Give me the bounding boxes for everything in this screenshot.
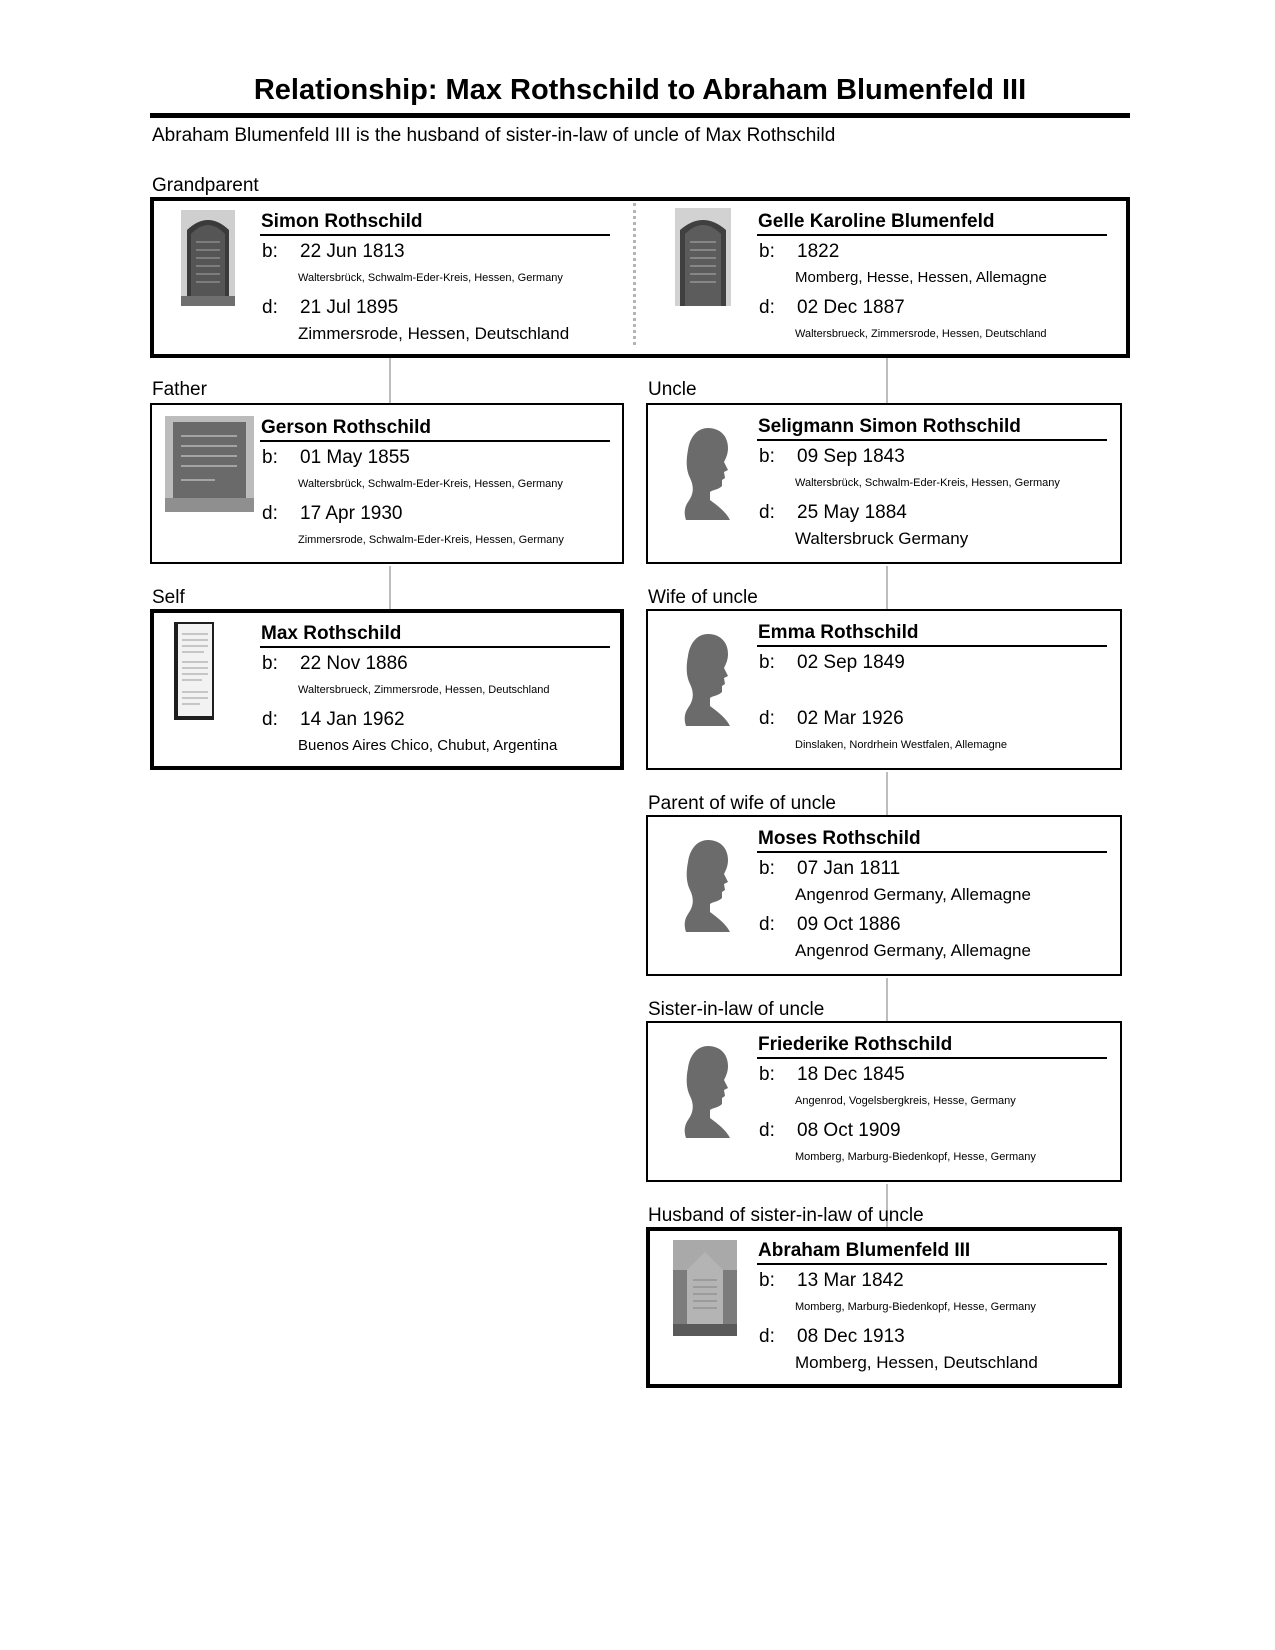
person-simon-rothschild[interactable] <box>260 210 610 348</box>
death-date: 09 Oct 1886 <box>797 914 901 935</box>
death-prefix: d: <box>262 709 278 730</box>
death-prefix: d: <box>759 1326 775 1347</box>
label-husband-of-sister-in-law-of-uncle: Husband of sister-in-law of uncle <box>648 1205 924 1226</box>
death-place: Buenos Aires Chico, Chubut, Argentina <box>298 737 558 754</box>
death-date: 08 Oct 1909 <box>797 1120 901 1141</box>
page-title: Relationship: Max Rothschild to Abraham Blumenfeld III <box>253 74 1027 106</box>
person-name: Seligmann Simon Rothschild <box>757 415 1107 441</box>
death-date: 08 Dec 1913 <box>797 1326 905 1347</box>
connector-line <box>886 356 888 404</box>
death-date: 02 Mar 1926 <box>797 708 904 729</box>
person-name: Gelle Karoline Blumenfeld <box>757 210 1107 236</box>
birth-place: Waltersbrück, Schwalm-Eder-Kreis, Hessen, Germany <box>795 477 1060 489</box>
birth-date: 07 Jan 1811 <box>797 858 901 879</box>
silhouette-placeholder-icon <box>678 1038 738 1138</box>
death-place: Zimmersrode, Schwalm-Eder-Kreis, Hessen, Germany <box>298 534 564 546</box>
person-name: Abraham Blumenfeld III <box>757 1239 1107 1265</box>
birth-place: Waltersbrück, Schwalm-Eder-Kreis, Hessen, Germany <box>298 478 563 490</box>
birth-prefix: b: <box>262 447 278 468</box>
birth-place: Momberg, Marburg-Biedenkopf, Hesse, Germany <box>795 1301 1036 1313</box>
birth-place: Angenrod, Vogelsbergkreis, Hesse, Germany <box>795 1095 1016 1107</box>
person-name: Simon Rothschild <box>260 210 610 236</box>
death-place: Dinslaken, Nordrhein Westfalen, Allemagne <box>795 739 1007 751</box>
connector-line <box>886 566 888 610</box>
person-name: Emma Rothschild <box>757 621 1107 647</box>
person-gerson-rothschild[interactable] <box>260 416 610 554</box>
birth-date: 18 Dec 1845 <box>797 1064 905 1085</box>
birth-date: 01 May 1855 <box>300 447 410 468</box>
birth-prefix: b: <box>759 652 775 673</box>
person-name: Moses Rothschild <box>757 827 1107 853</box>
person-moses-rothschild[interactable] <box>757 827 1107 965</box>
death-prefix: d: <box>759 914 775 935</box>
death-place: Angenrod Germany, Allemagne <box>795 941 1031 960</box>
relationship-summary: Abraham Blumenfeld III is the husband of sister-in-law of uncle of Max Rothschild <box>152 125 836 146</box>
birth-place <box>795 675 1107 703</box>
birth-prefix: b: <box>262 653 278 674</box>
connector-line <box>389 356 391 404</box>
gravestone-photo <box>181 210 235 306</box>
death-place: Waltersbruck Germany <box>795 529 969 548</box>
death-place: Momberg, Hessen, Deutschland <box>795 1353 1038 1372</box>
birth-date: 22 Jun 1813 <box>300 241 405 262</box>
label-grandparent: Grandparent <box>152 175 259 196</box>
death-date: 21 Jul 1895 <box>300 297 399 318</box>
silhouette-placeholder-icon <box>678 832 738 932</box>
death-date: 25 May 1884 <box>797 502 907 523</box>
connector-line <box>886 978 888 1022</box>
label-uncle: Uncle <box>648 379 697 400</box>
birth-prefix: b: <box>262 241 278 262</box>
connector-line <box>886 772 888 816</box>
death-date: 14 Jan 1962 <box>300 709 405 730</box>
death-prefix: d: <box>759 708 775 729</box>
death-prefix: d: <box>759 1120 775 1141</box>
person-name: Gerson Rothschild <box>260 416 610 442</box>
silhouette-placeholder-icon <box>678 420 738 520</box>
birth-prefix: b: <box>759 1064 775 1085</box>
person-name: Friederike Rothschild <box>757 1033 1107 1059</box>
death-date: 02 Dec 1887 <box>797 297 905 318</box>
death-date: 17 Apr 1930 <box>300 503 403 524</box>
label-self: Self <box>152 587 185 608</box>
document-photo <box>174 622 214 720</box>
person-friederike-rothschild[interactable] <box>757 1033 1107 1171</box>
silhouette-placeholder-icon <box>678 626 738 726</box>
death-place: Momberg, Marburg-Biedenkopf, Hesse, Germany <box>795 1151 1036 1163</box>
birth-date: 02 Sep 1849 <box>797 652 905 673</box>
person-name: Max Rothschild <box>260 622 610 648</box>
birth-place: Momberg, Hesse, Hessen, Allemagne <box>795 269 1047 286</box>
title-divider <box>150 113 1130 118</box>
birth-prefix: b: <box>759 858 775 879</box>
gravestone-photo <box>675 208 731 306</box>
label-parent-of-wife-of-uncle: Parent of wife of uncle <box>648 793 836 814</box>
person-abraham-blumenfeld-iii[interactable] <box>757 1239 1107 1377</box>
birth-date: 1822 <box>797 241 840 262</box>
death-prefix: d: <box>262 503 278 524</box>
label-sister-in-law-of-uncle: Sister-in-law of uncle <box>648 999 825 1020</box>
death-prefix: d: <box>262 297 278 318</box>
birth-prefix: b: <box>759 446 775 467</box>
birth-place: Waltersbrueck, Zimmersrode, Hessen, Deutschland <box>298 684 550 696</box>
person-seligmann-simon-rothschild[interactable] <box>757 415 1107 553</box>
person-gelle-karoline-blumenfeld[interactable] <box>757 210 1107 348</box>
gravestone-photo <box>673 1240 737 1336</box>
birth-prefix: b: <box>759 1270 775 1291</box>
death-place: Waltersbrueck, Zimmersrode, Hessen, Deutschland <box>795 328 1047 340</box>
spouse-divider <box>633 203 636 345</box>
birth-date: 09 Sep 1843 <box>797 446 905 467</box>
death-place: Zimmersrode, Hessen, Deutschland <box>298 324 570 343</box>
death-prefix: d: <box>759 297 775 318</box>
person-emma-rothschild[interactable] <box>757 621 1107 759</box>
person-max-rothschild[interactable] <box>260 622 610 760</box>
birth-date: 13 Mar 1842 <box>797 1270 904 1291</box>
birth-place: Angenrod Germany, Allemagne <box>795 885 1031 904</box>
death-prefix: d: <box>759 502 775 523</box>
birth-prefix: b: <box>759 241 775 262</box>
label-father: Father <box>152 379 207 400</box>
birth-place: Waltersbrück, Schwalm-Eder-Kreis, Hessen, Germany <box>298 272 563 284</box>
label-wife-of-uncle: Wife of uncle <box>648 587 758 608</box>
birth-date: 22 Nov 1886 <box>300 653 408 674</box>
gravestone-photo <box>165 416 254 512</box>
connector-line <box>389 566 391 610</box>
